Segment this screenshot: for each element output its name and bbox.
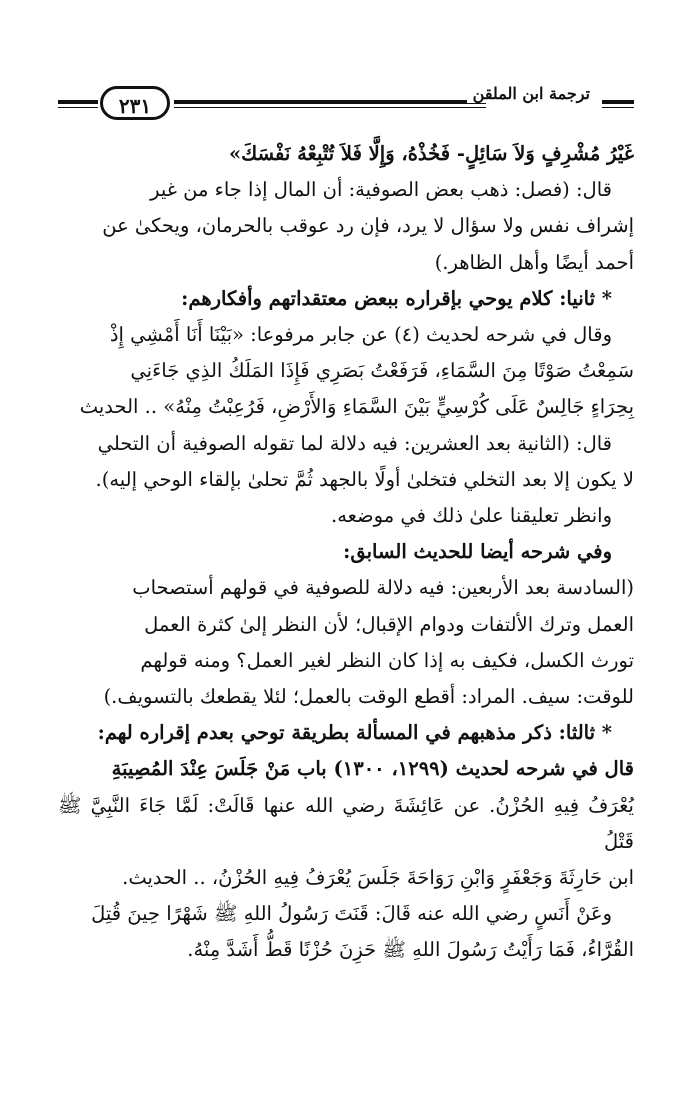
text-line: وقال في شرحه لحديث (٤) عن جابر مرفوعا: «بَيْنَا أَنَا أَمْشِي إِذْ xyxy=(109,323,612,347)
text-line: تورث الكسل، فكيف به إذا كان النظر لغير العمل؟ ومنه قولهم xyxy=(140,648,634,672)
text-line: قال: (فصل: ذهب بعض الصوفية: أن المال إذا جاء من غير xyxy=(150,178,612,202)
text-line: لا يكون إلا بعد التخلي فتخلىٰ أولًا بالجهد ثُمَّ تحلىٰ بإلقاء الوحي إليه). xyxy=(95,467,634,491)
header-rule xyxy=(58,107,98,108)
text-line: بِحِرَاءٍ جَالِسٌ عَلَى كُرْسِيٍّ بَيْنَ السَّمَاءِ وَالأَرْضِ، فَرُعِبْتُ مِنْهُ» .. الحديث xyxy=(79,395,634,419)
text-line: سَمِعْتُ صَوْتًا مِنَ السَّمَاءِ، فَرَفَعْتُ بَصَرِي فَإِذَا المَلَكُ الذِي جَاءَنِي xyxy=(130,359,634,383)
header-rule xyxy=(602,107,634,108)
text-line: وفي شرحه أيضا للحديث السابق: xyxy=(343,540,612,564)
text-line: وعَنْ أَنَسٍ رضي الله عنه قَالَ: قَنَتَ رَسُولُ اللهِ ﷺ شَهْرًا حِينَ قُتِلَ xyxy=(91,902,612,926)
header-rule xyxy=(174,107,486,108)
text-line: إشراف نفس ولا سؤال لا يرد، فإن رد عوقب بالحرمان، ويحكىٰ عن xyxy=(102,214,634,238)
text-line: * ثانيا: كلام يوحي بإقراره ببعض معتقداتهم وأفكارهم: xyxy=(181,286,612,310)
text-line: قال: (الثانية بعد العشرين: فيه دلالة لما تقوله الصوفية أن التحلي xyxy=(97,431,612,455)
text-line: وانظر تعليقنا علىٰ ذلك في موضعه. xyxy=(331,504,612,528)
text-line: ابن حَارِثَةَ وَجَعْفَرٍ وَابْنِ رَوَاحَةَ جَلَسَ يُعْرَفُ فِيهِ الحُزْنُ، .. الحديث. xyxy=(122,866,634,890)
header-rule xyxy=(174,100,486,104)
text-line: العمل وترك الألتفات ودوام الإقبال؛ لأن النظر إلىٰ كثرة العمل xyxy=(144,612,634,636)
running-header xyxy=(58,82,634,126)
text-line: قال في شرحه لحديث (١٢٩٩، ١٣٠٠) باب مَنْ جَلَسَ عِنْدَ المُصِيبَةِ xyxy=(111,757,634,781)
text-line: غَيْرُ مُشْرِفٍ وَلاَ سَائِلٍ- فَخُذْهُ، وَإِلَّا فَلاَ تُتْبِعْهُ نَفْسَكَ» xyxy=(228,142,634,165)
text-line: للوقت: سيف. المراد: أقطع الوقت بالعمل؛ لئلا يقطعك بالتسويف.) xyxy=(103,685,634,709)
header-title: ترجمة ابن الملقن xyxy=(467,84,596,103)
text-line: القُرَّاءُ، فَمَا رَأَيْتُ رَسُولَ اللهِ ﷺ حَزِنَ حُزْنًا قَطُّ أَشَدَّ مِنْهُ. xyxy=(187,938,634,962)
body-text xyxy=(58,136,634,969)
page-number: ٢٣١ xyxy=(100,86,170,120)
text-line: (السادسة بعد الأربعين: فيه دلالة للصوفية في قولهم أستصحاب xyxy=(132,576,634,600)
header-rule xyxy=(58,100,98,104)
text-line: أحمد أيضًا وأهل الظاهر.) xyxy=(434,250,634,274)
text-line: يُعْرَفُ فِيهِ الحُزْنُ. عن عَائِشَةَ رضي الله عنها قَالَتْ: لَمَّا جَاءَ النَّبِيَّ ﷺ قَتْلُ xyxy=(58,793,634,853)
text-line: * ثالثا: ذكر مذهبهم في المسألة بطريقة توحي بعدم إقراره لهم: xyxy=(97,721,612,745)
header-rule xyxy=(602,100,634,104)
